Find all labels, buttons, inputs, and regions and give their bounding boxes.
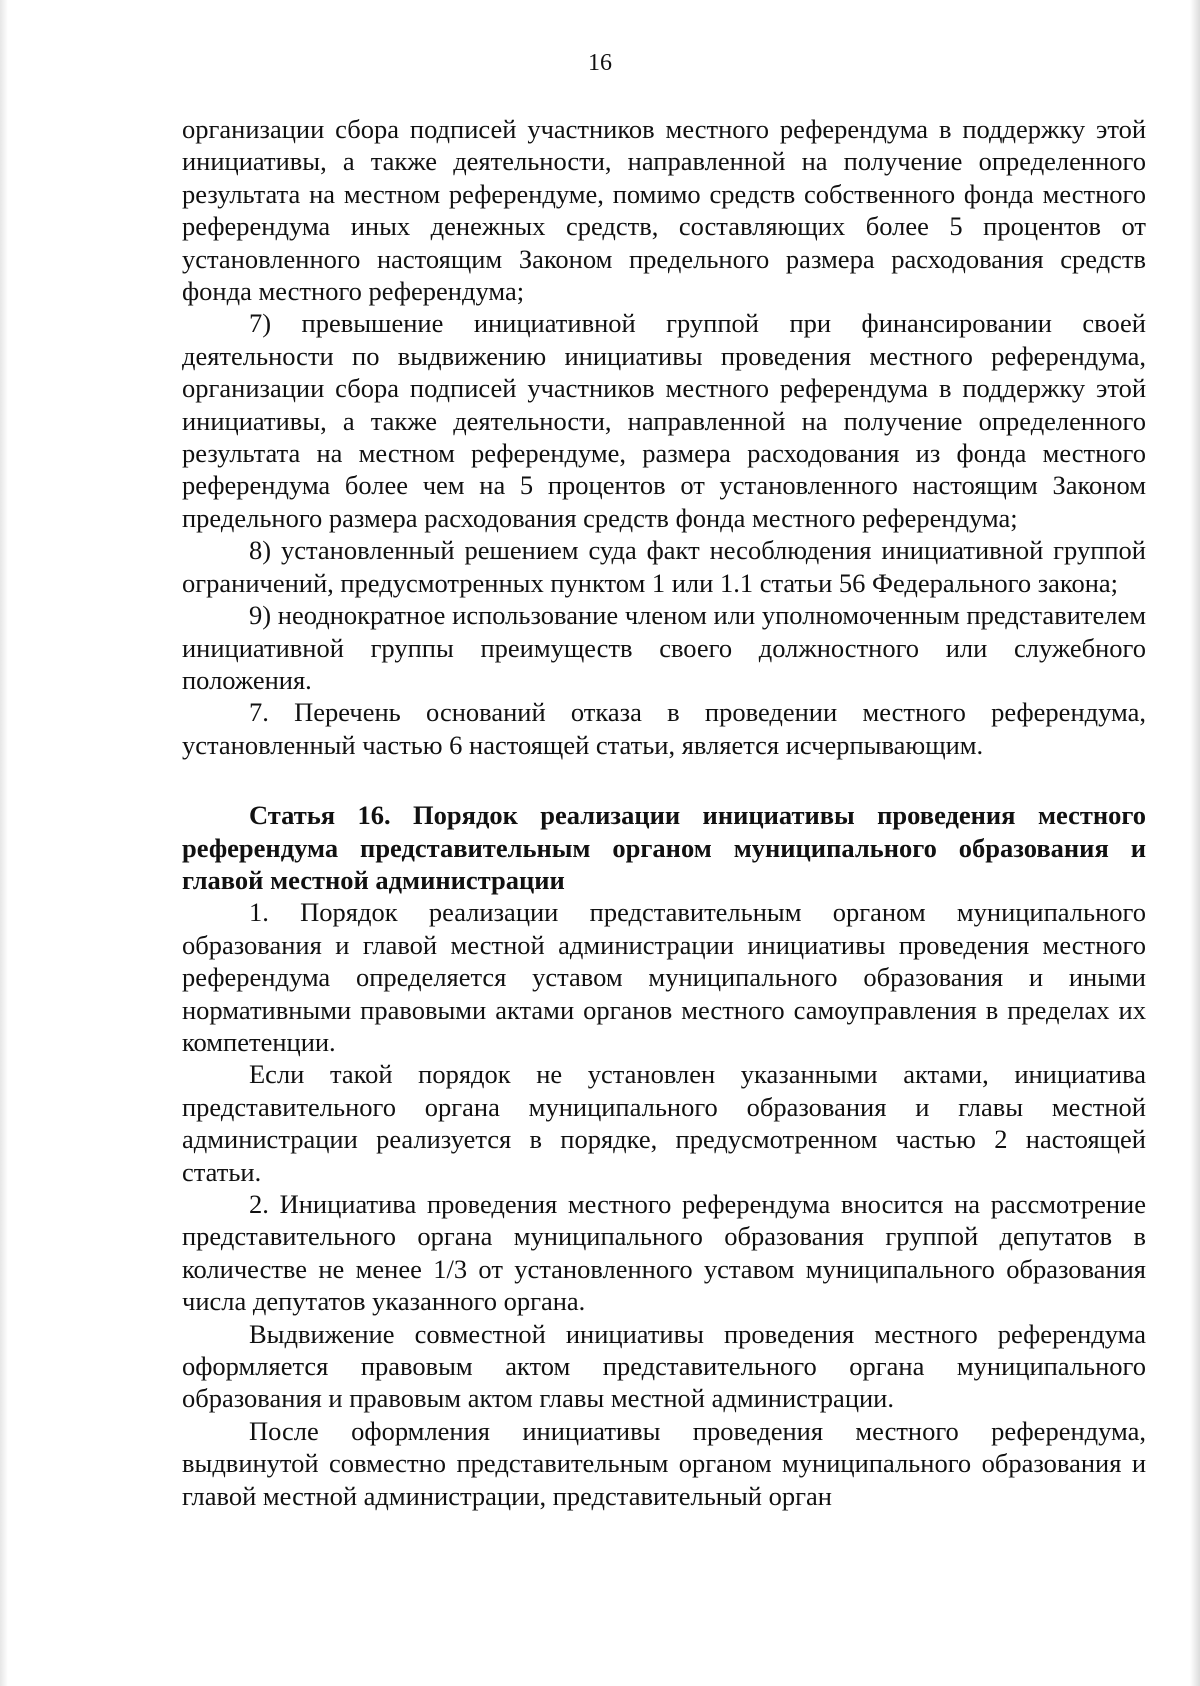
paragraph-part-7: 7. Перечень оснований отказа в проведении местного референдума, установленный частью 6 настоящей статьи, является исчерпывающим.	[182, 697, 1146, 760]
paragraph-item-9: 9) неоднократное использование членом или уполномоченным представителем инициативной группы преимуществ своего должностного или служебного положения.	[182, 600, 1146, 695]
paragraph-item-8: 8) установленный решением суда факт несоблюдения инициативной группой ограничений, предусмотренных пунктом 1 или 1.1 статьи 56 Федерального закона;	[182, 535, 1146, 598]
article-heading: Статья 16. Порядок реализации инициативы проведения местного референдума представительным органом муниципального образования и главой местной администрации	[182, 800, 1146, 895]
scan-edge-right	[1190, 0, 1200, 1686]
document-body	[182, 113, 1146, 1512]
paragraph-item-7: 7) превышение инициативной группой при финансировании своей деятельности по выдвижению инициативы проведения местного референдума, организации сбора подписей участников местного референдума в поддержку этой инициативы, а также деятельности, направленной на получение определенного результата на местном референдуме, размера расходования из фонда местного референдума более чем на 5 процентов от установленного настоящим Законом предельного размера расходования средств фонда местного референдума;	[182, 308, 1146, 533]
paragraph-continuation: организации сбора подписей участников местного референдума в поддержку этой инициативы, а также деятельности, направленной на получение определенного результата на местном референдуме, помимо средств собственного фонда местного референдума иных денежных средств, составляющих более 5 процентов от установленного настоящим Законом предельного размера расходования средств фонда местного референдума;	[182, 114, 1146, 307]
paragraph-part-2: 2. Инициатива проведения местного референдума вносится на рассмотрение представительного органа муниципального образования группой депутатов в количестве не менее 1/3 от установленного уставом муниципального образования числа депутатов указанного органа.	[182, 1189, 1146, 1317]
paragraph-part-1: 1. Порядок реализации представительным органом муниципального образования и главой местной администрации инициативы проведения местного референдума определяется уставом муниципального образования и иными нормативными правовыми актами органов местного самоуправления в пределах их компетенции.	[182, 897, 1146, 1057]
paragraph-default-order: Если такой порядок не установлен указанными актами, инициатива представительного органа муниципального образования и главы местной администрации реализуется в порядке, предусмотренном частью 2 настоящей статьи.	[182, 1059, 1146, 1187]
page-number: 16	[588, 50, 612, 76]
paragraph-after-registration: После оформления инициативы проведения местного референдума, выдвинутой совместно представительным органом муниципального образования и главой местной администрации, представительный орган	[182, 1415, 1146, 1511]
section-spacer	[182, 761, 1146, 799]
paragraph-joint-initiative: Выдвижение совместной инициативы проведения местного референдума оформляется правовым актом представительного органа муниципального образования и правовым актом главы местной администрации.	[182, 1318, 1146, 1414]
scan-edge-left	[0, 0, 8, 1686]
